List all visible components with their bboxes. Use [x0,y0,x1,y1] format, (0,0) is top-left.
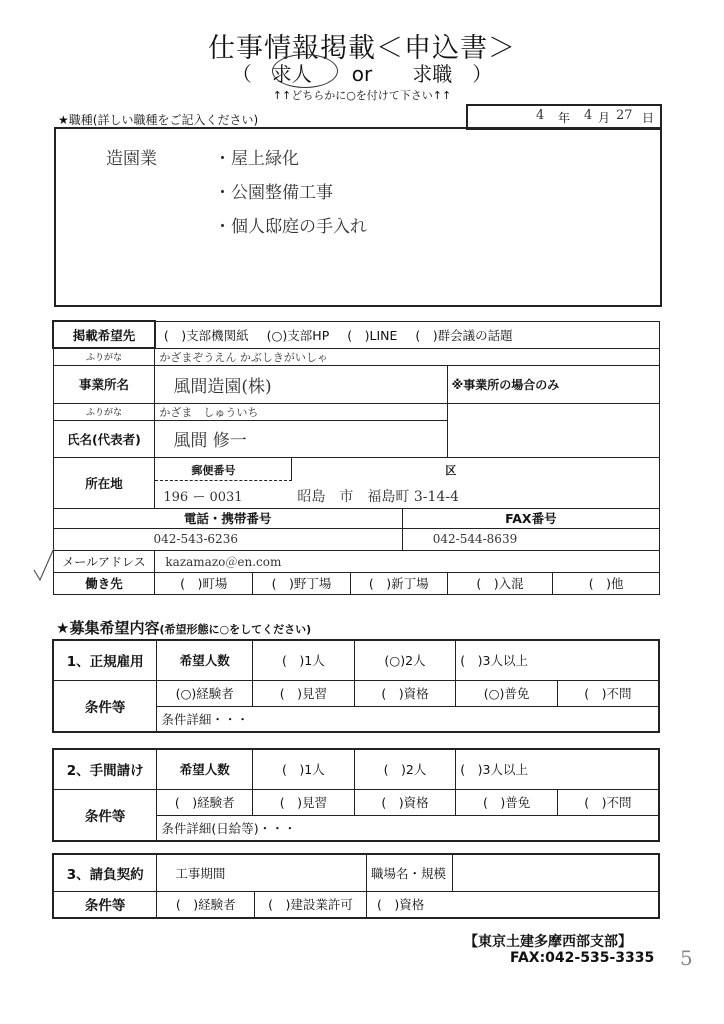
recruit-title-note: (希望形態に○をしてください) [159,623,312,636]
regular-count-2[interactable]: (○)2人 [354,640,456,680]
temp-work-table [52,748,660,842]
regular-cond-license[interactable]: ( )資格 [354,680,456,706]
page-mark: 5 [680,946,693,970]
temp-cond-apprentice[interactable]: ( )見習 [253,789,355,815]
contract-cond-license[interactable]: ( )資格 [366,891,659,918]
regular-detail-field[interactable]: 条件詳細・・・ [157,706,659,732]
circle-instruction: ↑↑どちらかに○を付けて下さい↑↑ [272,89,452,102]
check-mark-icon [30,544,58,584]
company-name-field[interactable]: 風間造園(株) [155,365,447,403]
regular-count-1[interactable]: ( )1人 [253,640,355,680]
rep-name-field[interactable]: 風間 修一 [155,420,447,457]
regular-cond-drivers[interactable]: (○)普免 [456,680,558,706]
address-value: 昭島 市 福島町 3-14-4 [297,488,459,505]
temp-cond-label: 条件等 [53,789,157,841]
page-title: 仕事情報掲載＜申込書＞ [208,33,516,64]
email-label: メールアドレス [53,550,155,572]
temp-count-3plus[interactable]: ( )3人以上 [456,749,659,789]
regular-cond-any[interactable]: ( )不問 [557,680,659,706]
job-item-3: ・個人邸庭の手入れ [214,217,367,237]
regular-cond-apprentice[interactable]: ( )見習 [253,680,355,706]
temp-cond-drivers[interactable]: ( )普免 [456,789,558,815]
postal-label: 郵便番号 [191,463,236,477]
rep-furigana-field[interactable]: かざま しゅういち [155,403,447,420]
workplace-option-mixed[interactable]: ( )入混 [447,572,553,594]
recruit-section-title [56,617,311,638]
rep-name-label: 氏名(代表者) [53,420,155,457]
publish-label: 掲載希望先 [53,321,155,348]
temp-detail-field[interactable]: 条件詳細(日給等)・・・ [157,815,659,841]
job-type-label: ★職種(詳しい職種をご記入ください) [58,113,259,127]
regular-label: 1、正規雇用 [53,640,157,680]
info-table [52,320,660,595]
job-item-1: ・屋上緑化 [214,149,299,169]
date-year-unit: 年 [558,111,571,125]
contract-label: 3、請負契約 [53,854,157,891]
date-day-unit: 日 [642,111,655,125]
job-category: 造園業 [106,149,157,169]
contract-site-label: 職場名・規模 [366,854,452,891]
workplace-option-field[interactable]: ( )野丁場 [253,572,351,594]
company-note: ※事業所の場合のみ [447,365,659,403]
temp-count-label: 希望人数 [157,749,253,789]
workplace-option-new[interactable]: ( )新丁場 [350,572,447,594]
date-year: 4 [536,108,545,123]
regular-cond-experienced[interactable]: (○)経験者 [157,680,253,706]
publish-option-hp[interactable]: (○)支部HP [266,327,330,343]
rep-extra-cell [447,403,659,457]
temp-cond-experienced[interactable]: ( )経験者 [157,789,253,815]
temp-label: 2、手間請け [53,749,157,789]
contract-period-field[interactable]: 工事期間 [157,854,367,891]
footer-org: 【東京土建多摩西部支部】 [464,934,632,950]
fax-field[interactable]: 042-544-8639 [402,528,659,550]
publish-option-paper[interactable]: ( )支部機関紙 [163,327,249,343]
phone-label: 電話・携帯番号 [53,508,402,528]
contract-cond-label: 条件等 [53,891,157,918]
company-furigana-label: ふりがな [53,348,155,365]
email-field[interactable]: kazamazo＠en.com [155,550,660,572]
phone-field[interactable]: 042-543-6236 [53,528,402,550]
regular-cond-label: 条件等 [53,680,157,732]
publish-options [155,321,660,348]
address-field[interactable] [155,457,660,508]
rep-furigana-label: ふりがな [53,403,155,420]
page-subtitle: （ 求人 or 求職 ） [231,62,493,86]
date-day: 27 [616,108,633,123]
recruit-title-text: ★募集希望内容 [56,619,160,637]
temp-count-1[interactable]: ( )1人 [253,749,355,789]
publish-option-line[interactable]: ( )LINE [347,327,398,343]
regular-employment-table [52,639,660,733]
date-month-unit: 月 [598,111,611,125]
date-month: 4 [584,108,593,123]
regular-count-label: 希望人数 [157,640,253,680]
contract-site-field[interactable] [452,854,659,891]
footer-fax: FAX:042-535-3335 [510,950,655,966]
postal-value: 196 ー 0031 [163,489,243,505]
temp-cond-license[interactable]: ( )資格 [354,789,456,815]
publish-option-meeting[interactable]: ( )群会議の話題 [415,327,513,343]
workplace-option-other[interactable]: ( )他 [553,572,660,594]
ward-label: 区 [445,463,457,477]
company-name-label: 事業所名 [53,365,155,403]
regular-count-3plus[interactable]: ( )3人以上 [456,640,659,680]
contract-cond-permit[interactable]: ( )建設業許可 [255,891,367,918]
contract-cond-experienced[interactable]: ( )経験者 [157,891,255,918]
job-item-2: ・公園整備工事 [214,183,333,203]
company-furigana-field[interactable]: かざまぞうえん かぶしきがいしゃ [155,348,660,365]
temp-cond-any[interactable]: ( )不問 [557,789,659,815]
address-label: 所在地 [53,457,155,508]
job-type-box[interactable] [54,127,662,307]
contract-table [52,853,660,919]
workplace-label: 働き先 [53,572,155,594]
temp-count-2[interactable]: ( )2人 [354,749,456,789]
workplace-option-town[interactable]: ( )町場 [155,572,253,594]
fax-label: FAX番号 [402,508,659,528]
